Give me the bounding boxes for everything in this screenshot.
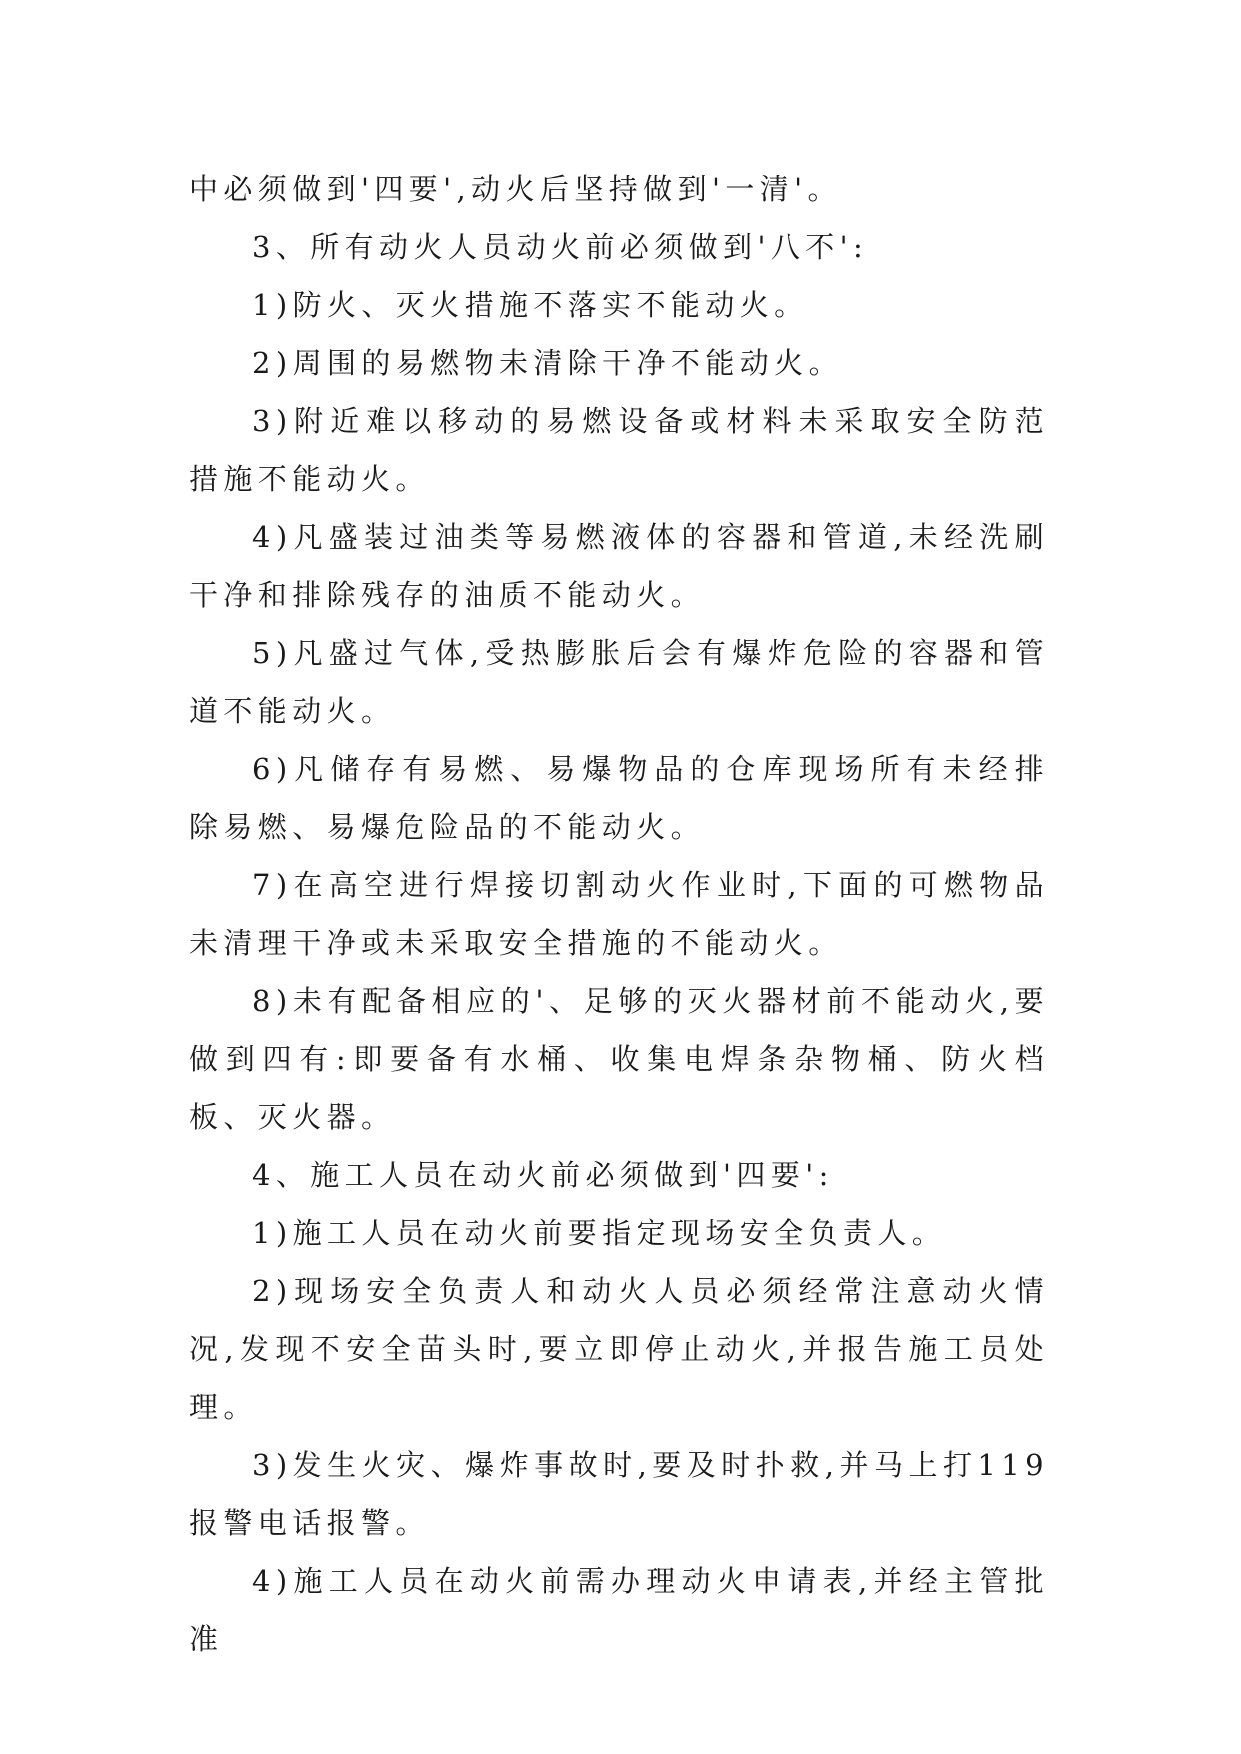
paragraph: 3)发生火灾、爆炸事故时,要及时扑救,并马上打119报警电话报警。	[189, 1448, 1049, 1540]
paragraph: 2)现场安全负责人和动火人员必须经常注意动火情况,发现不安全苗头时,要立即停止动火,并报告施工员处理。	[189, 1274, 1049, 1424]
paragraph: 6)凡储存有易燃、易爆物品的仓库现场所有未经排除易燃、易爆危险品的不能动火。	[189, 752, 1049, 844]
paragraph: 8)未有配备相应的'、足够的灭火器材前不能动火,要做到四有:即要备有水桶、收集电焊条杂物桶、防火档板、灭火器。	[189, 984, 1049, 1134]
paragraph: 3)附近难以移动的易燃设备或材料未采取安全防范措施不能动火。	[189, 404, 1049, 496]
document-body	[189, 160, 1049, 1668]
paragraph: 4、施工人员在动火前必须做到'四要':	[252, 1158, 834, 1192]
paragraph: 4)凡盛装过油类等易燃液体的容器和管道,未经洗刷干净和排除残存的油质不能动火。	[189, 520, 1049, 612]
paragraph: 2)周围的易燃物未清除干净不能动火。	[252, 346, 843, 380]
paragraph: 4)施工人员在动火前需办理动火申请表,并经主管批准	[189, 1564, 1049, 1656]
paragraph: 中必须做到'四要',动火后坚持做到'一清'。	[189, 172, 842, 206]
paragraph: 3、所有动火人员动火前必须做到'八不':	[252, 230, 869, 264]
paragraph: 7)在高空进行焊接切割动火作业时,下面的可燃物品未清理干净或未采取安全措施的不能动火。	[189, 868, 1049, 960]
paragraph: 1)防火、灭火措施不落实不能动火。	[252, 288, 809, 322]
paragraph: 1)施工人员在动火前要指定现场安全负责人。	[252, 1216, 947, 1250]
paragraph: 5)凡盛过气体,受热膨胀后会有爆炸危险的容器和管道不能动火。	[189, 636, 1049, 728]
